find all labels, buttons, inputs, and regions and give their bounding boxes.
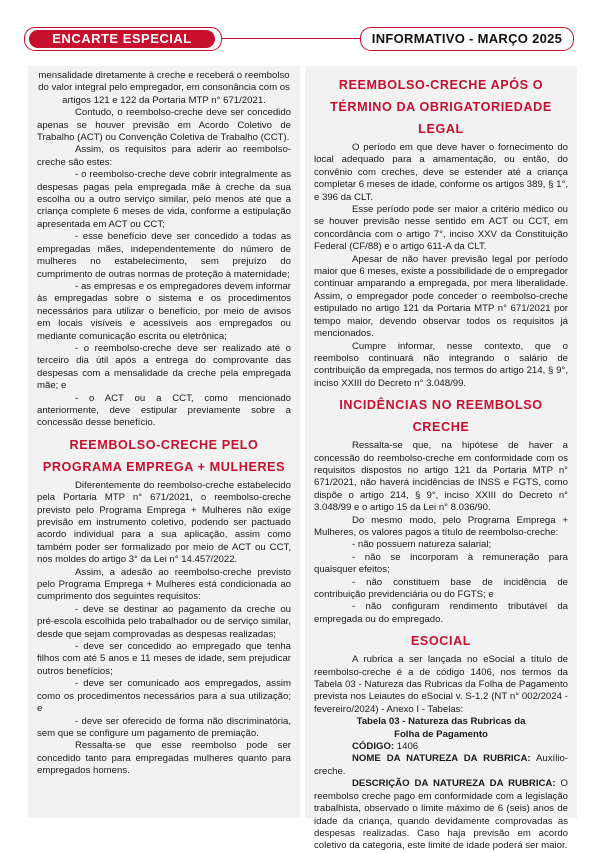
heading-line: TÉRMINO DA OBRIGATORIEDADE <box>330 100 552 114</box>
heading-line: REEMBOLSO-CRECHE APÓS O <box>338 78 544 92</box>
right-column <box>305 66 577 852</box>
paragraph: O período em que deve haver o fornecimento do local adequado para a amamentação, ou então, do convênio com creches, deve se estender até a criança completar 6 meses de idade, conforme os artigos 389, § 1°, e 396 da CLT. <box>314 142 568 203</box>
list-item: - o ACT ou a CCT, como mencionado anteriormente, deve estipular previamente sobre a concessão desse benefício. <box>37 392 291 429</box>
section-heading <box>314 74 568 140</box>
paragraph: Cumpre informar, nesse contexto, que o reembolso continuará não integrando o salário de contribuição da empregada, nos termos do artigo 214, § 9°, inciso XXIII do Decreto n° 3.048/99. <box>314 340 568 389</box>
list-item: - não configuram rendimento tributável da empregada ou do empregado. <box>314 601 568 625</box>
paragraph: A rubrica a ser lançada no eSocial a título de reembolso-creche é a de código 1406, nos termos da Tabela 03 - Natureza das Rubricas da Folha de Pagamento prevista nos Leiautes do eSocial v. S-1.2 (NT n° 002/2024 - fevereiro/2024) - Anexo I - Tabelas: <box>314 654 568 715</box>
paragraph: Assim, a adesão ao reembolso-creche previsto pelo Programa Emprega + Mulheres está condicionada ao cumprimento dos seguintes requisitos: <box>37 566 291 603</box>
list-item: - deve se destinar ao pagamento da creche ou pré-escola escolhida pelo trabalhador ou de serviço similar, desde que sejam comprovadas as despesas realizadas; <box>37 603 291 640</box>
section-title: ENCARTE ESPECIAL <box>29 30 215 48</box>
heading-line: INCIDÊNCIAS NO REEMBOLSO <box>339 398 543 413</box>
list-item: - deve ser concedido ao empregado que tenha filhos com até 5 anos e 11 meses de idade, sem prejudicar outros benefícios; <box>37 641 291 677</box>
paragraph: Ressalta-se que esse reembolso pode ser concedido tanto para empregadas mulheres quanto para empregados homens. <box>37 740 291 777</box>
heading-line: PROGRAMA EMPREGA + MULHERES <box>42 459 286 474</box>
list-item: - deve ser comunicado aos empregados, assim como os procedimentos necessários para a sua utilização; e <box>37 678 291 715</box>
field-value: O reembolso creche pago em conformidade com a legislação trabalhista, observado o limite máximo de 6 (seis) anos de idade da criança, quando devidamente comprovadas as despesas realizadas. Caso haja previsão em acordo coletivo da categoria, este limite de idade poderá ser maior. <box>314 778 568 852</box>
field-label: DESCRIÇÃO DA NATUREZA DA RUBRICA: <box>352 778 556 790</box>
paragraph: Ressalta-se que, na hipótese de haver a concessão do reembolso-creche em conformidade com os requisitos dispostos no artigo 121 da Portaria MTP n° 671/2021, não haverá incidências de INSS e FGTS, como dispõe o artigo 214, § 9°, inciso XXIII do Decreto n° 3.048/99 e o artigo 15 da Lei n° 8.036/90. <box>314 440 568 514</box>
section-badge <box>24 27 222 51</box>
list-item: - o reembolso-creche deve cobrir integralmente as despesas pagas pela empregada mãe à creche da sua escolha ou a outro serviço similar, pelo menos até que a criança complete 6 meses de vida, conforme a estipulação apresentada em ACT ou CCT; <box>37 169 291 230</box>
list-item: - não possuem natureza salarial; <box>352 539 492 551</box>
heading-line: REEMBOLSO-CRECHE PELO <box>69 437 259 452</box>
paragraph: Apesar de não haver previsão legal por período maior que 6 meses, existe a possibilidade de o empregador continuar amparando a empregada, por mera liberalidade. Assim, o empregador pode conceder o reembolso-creche estipulado no artigo 121 da Portaria MTP n° 671/2021 por tempo maior, devendo observar todos os requisitos já mencionados. <box>314 253 568 340</box>
paragraph: mensalidade diretamente à creche e receberá o reembolso do valor integral pelo empregador, em consonância com os artigos 121 e 122 da Portaria MTP n° 671/2021. <box>38 70 290 106</box>
field-value: 1406 <box>396 741 419 753</box>
paragraph: Assim, os requisitos para aderir ao reembolso-creche são estes: <box>37 144 291 168</box>
list-item: - deve ser oferecido de forma não discriminatória, sem que se configure um pagamento de premiação. <box>37 715 291 739</box>
paragraph: Do mesmo modo, pelo Programa Emprega + Mulheres, os valores pagos a título de reembolso-creche: <box>314 514 568 538</box>
list-item: - esse benefício deve ser concedido a todas as empregadas mães, independentemente do número de mulheres no estabelecimento, sem prejuízo do cumprimento de outras normas de proteção à maternidade; <box>37 231 291 280</box>
paragraph: Diferentemente do reembolso-creche estabelecido pela Portaria MTP n° 671/2021, o reembolso-creche previsto pelo Programa Emprega + Mulheres não exige previsão em instrumento coletivo, podendo ser pactuado acordo individual para a sua aplicação, assim como também poder ser formalizado por meio de ACT ou CCT, nos moldes do artigo 3° da Lei n° 14.457/2022. <box>37 479 291 566</box>
rubric-description <box>314 778 568 852</box>
list-item: - as empresas e os empregadores devem informar às empregadas sobre o sistema e os procedimentos necessários para utilizar o benefício, por meio de avisos em locais visíveis e acessíveis aos empregados ou mediante comunicação escrita ou eletrônica; <box>37 280 291 342</box>
section-heading: ESOCIAL <box>410 634 472 649</box>
paragraph: Contudo, o reembolso-creche deve ser concedido apenas se houver previsão em Acordo Coletivo de Trabalho (ACT) ou Convenção Coletiva de Trabalho (CCT). <box>37 107 291 144</box>
issue-title: INFORMATIVO - MARÇO 2025 <box>360 27 574 51</box>
rubric-code <box>314 741 568 753</box>
section-heading <box>314 394 568 438</box>
left-column <box>28 66 300 818</box>
field-value: Auxílio-creche. <box>314 753 568 777</box>
section-heading <box>37 434 291 478</box>
list-item: - não constituem base de incidência de contribuição previdenciária ou do FGTS; e <box>314 576 568 600</box>
heading-line: CRECHE <box>412 420 470 435</box>
heading-line: LEGAL <box>418 122 464 136</box>
table-title: Tabela 03 - Natureza das Rubricas da <box>356 716 526 728</box>
rubric-name <box>314 753 568 778</box>
page-header <box>24 27 574 51</box>
field-label: NOME DA NATUREZA DA RUBRICA: <box>352 753 531 765</box>
field-label: CÓDIGO: <box>352 741 395 753</box>
list-item: - o reembolso-creche deve ser realizado até o terceiro dia útil após a entrega do comprovante das despesas com a mensalidade da creche pela empregada mãe; e <box>37 342 291 392</box>
list-item: - não se incorporam à remuneração para quaisquer efeitos; <box>314 551 568 576</box>
table-title: Folha de Pagamento <box>394 728 488 740</box>
paragraph: Esse período pode ser maior a critério médico ou se houver previsão nesse sentido em ACT ou CCT, em concordância com o artigo 7°, inciso XXV da Constituição Federal (CF/88) e o artigo 611-A da CLT. <box>314 204 568 253</box>
